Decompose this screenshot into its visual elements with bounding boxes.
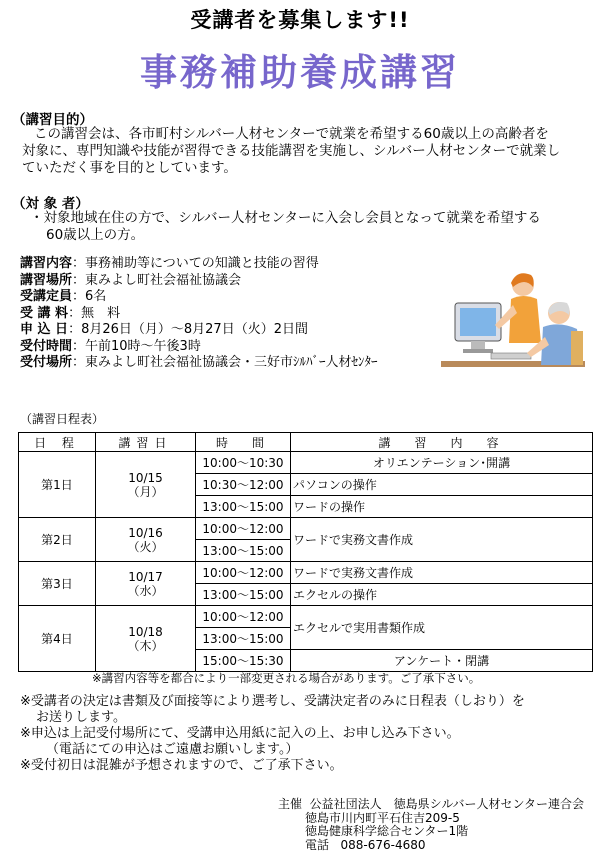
info-value: ：8月26日（月）～8月27日（火）2日間 [68,322,308,337]
table-row [19,518,593,540]
time-slot: 10:30～12:00 [196,474,291,496]
organizer-tel-line [278,839,584,853]
weekday: （月） [127,484,164,499]
time-slot: 15:00～15:30 [196,650,291,672]
info-key: 受付場所 [20,355,73,370]
time-slot: 10:00～12:00 [196,606,291,628]
organizer-address1: 徳島市川内町平石住吉209-5 [305,810,460,825]
purpose-line: この講習会は、各市町村シルバー人材センターで就業を希望する60歳以上の高齢者を [34,126,549,142]
note-line: ※受付初日は混雑が予想されますので、ご了承下さい。 [20,758,343,773]
date-value: 10/16 [128,525,163,540]
organizer [278,798,584,852]
content-cell: パソコンの操作 [291,474,593,496]
content-cell: オリエンテーション･開講 [291,452,593,474]
purpose-line: 対象に、専門知識や技能が習得できる技能講習を実施し、シルバー人材センターで就業し [22,143,561,159]
info-value: ：東みよし町社会福祉協議会・三好市ｼﾙﾊﾞｰ人材ｾﾝﾀｰ [72,355,378,370]
info-key: 受 講 料 [20,305,69,321]
purpose-line: ていただく事を目的としています。 [22,160,237,176]
note-line: （電話にての申込はご遠慮お願いします。） [46,742,299,757]
day-label: 第3日 [19,562,96,606]
info-key: 受講定員 [20,289,73,304]
info-key: 申 込 日 [20,322,69,337]
note-line: お送りします。 [36,710,126,725]
time-slot: 10:00～12:00 [196,562,291,584]
info-row [20,339,378,356]
organizer-label: 主催 [278,797,303,811]
day-label: 第1日 [19,452,96,518]
time-slot: 13:00～15:00 [196,584,291,606]
col-header-time: 時 間 [196,433,291,452]
notes [20,694,590,774]
target-text [30,210,595,244]
info-row [20,322,378,339]
course-date [96,562,196,606]
info-value: ：東みよし町社会福祉協議会 [72,272,242,288]
note-line: ※申込は上記受付場所にて、受講申込用紙に記入の上、お申し込み下さい。 [20,726,460,741]
info-value: ：無 料 [68,305,121,321]
day-label: 第2日 [19,518,96,562]
col-header-date: 講習日 [96,433,196,452]
date-value: 10/17 [128,569,163,584]
content-cell: ワードの操作 [291,496,593,518]
target-heading: （対 象 者） [12,196,89,212]
info-key: 講習場所 [20,272,73,288]
organizer-name: 公益社団法人 徳島県シルバー人材センター連合会 [309,797,585,811]
info-row [20,355,378,372]
tel-number: 088-676-4680 [340,837,426,852]
organizer-name-line [278,798,584,812]
note-line: ※受講者の決定は書類及び面接等により選考し、受講決定者のみに日程表（しおり）を [20,694,525,709]
schedule-footnote: ※講習内容等を都合により一部変更される場合があります。ご了承下さい。 [92,671,481,685]
content-cell: エクセルで実用書類作成 [291,606,593,650]
schedule-table [18,432,593,672]
time-slot: 13:00～15:00 [196,628,291,650]
instructor-with-senior-at-computer-icon [437,265,589,383]
info-value: ：午前10時～午後3時 [72,338,201,354]
organizer-address2: 徳島健康科学総合センター1階 [305,824,469,838]
table-row [19,452,593,474]
info-row [20,289,378,306]
info-row [20,273,378,290]
col-header-content: 講 習 内 容 [291,433,593,452]
content-cell: ワードで実務文書作成 [291,518,593,562]
info-row [20,256,378,273]
schedule-heading: （講習日程表） [20,412,105,426]
date-value: 10/15 [128,470,163,485]
table-row [19,606,593,628]
date-value: 10/18 [128,624,163,639]
content-cell: エクセルの操作 [291,584,593,606]
weekday: （水） [127,583,164,598]
tel-label: 電話 [305,837,330,852]
content-cell: アンケート・閉講 [291,650,593,672]
info-row [20,306,378,323]
col-header-day: 日 程 [19,433,96,452]
info-value: ：事務補助等についての知識と技能の習得 [72,256,319,271]
course-title: 事務補助養成講習 [140,51,460,94]
time-slot: 13:00～15:00 [196,540,291,562]
content-cell: ワードで実務文書作成 [291,562,593,584]
time-slot: 13:00～15:00 [196,496,291,518]
purpose-text [22,126,594,177]
course-date [96,518,196,562]
course-date [96,452,196,518]
purpose-heading: （講習目的） [12,112,93,128]
info-key: 講習内容 [20,256,73,271]
info-key: 受付時間 [20,338,73,354]
schedule-header-row [19,433,593,452]
weekday: （木） [127,638,164,653]
target-line: ・対象地域在住の方で、シルバー人材センターに入会し会員となって就業を希望する [30,210,541,226]
course-date [96,606,196,672]
day-label: 第4日 [19,606,96,672]
time-slot: 10:00～12:00 [196,518,291,540]
time-slot: 10:00～10:30 [196,452,291,474]
table-row [19,562,593,584]
weekday: （火） [127,539,164,554]
target-line: 60歳以上の方。 [46,227,145,243]
recruit-heading: 受講者を募集します!! [190,8,410,32]
info-value: ：6名 [72,289,107,304]
course-info [20,256,378,372]
